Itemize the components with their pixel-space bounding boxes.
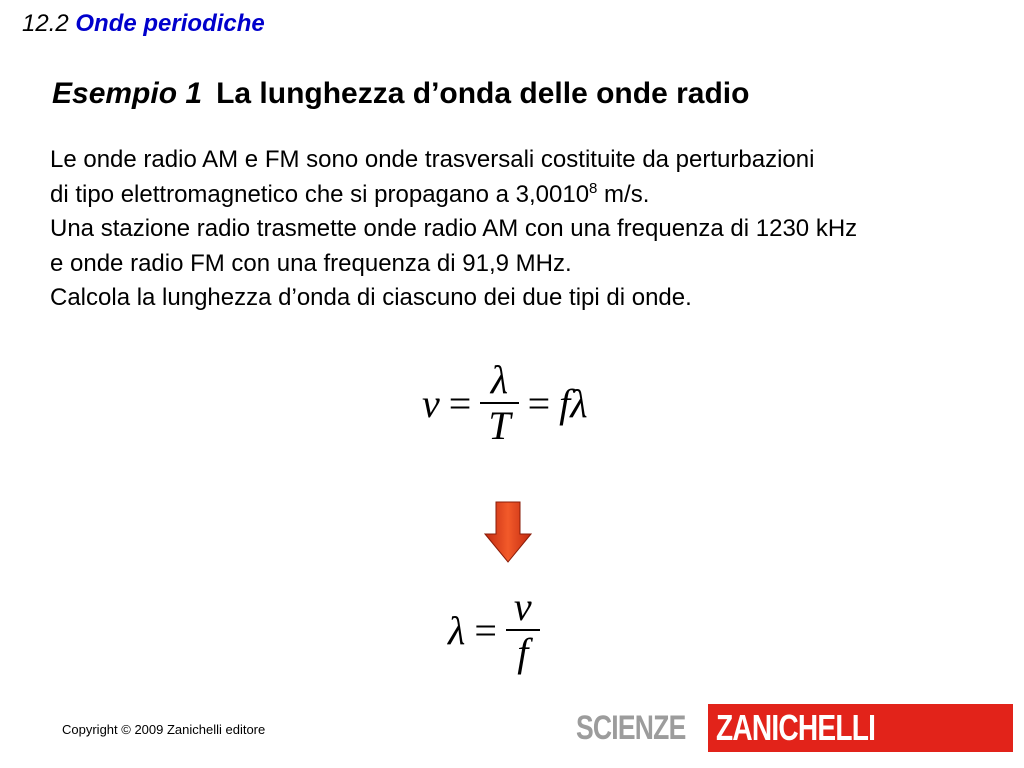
formula-operator: = xyxy=(448,380,472,426)
logo-zanichelli-box xyxy=(708,704,1013,752)
text-line: Una stazione radio trasmette onde radio AM con una frequenza di 1230 kHz xyxy=(50,215,858,242)
fraction-numerator: λ xyxy=(490,357,509,402)
text-segment: di tipo elettromagnetico che si propagano a 3,0010 xyxy=(50,180,590,208)
example-label: Esempio 1 xyxy=(52,77,203,110)
fraction-numerator: v xyxy=(513,584,532,629)
text-line xyxy=(50,178,1015,213)
example-title-text: La lunghezza d’onda delle onde radio xyxy=(216,77,750,110)
publisher-logo xyxy=(576,704,1013,752)
formula-fraction xyxy=(480,358,518,448)
fraction-denominator: f xyxy=(517,630,529,675)
text-line: e onde radio FM con una frequenza di 91,9 MHz. xyxy=(50,249,572,277)
text-segment: m/s. xyxy=(597,180,650,208)
formula-operator: = xyxy=(474,607,497,653)
formula-wave-speed xyxy=(422,358,588,448)
formula-operator: = xyxy=(527,380,551,426)
formula-wavelength xyxy=(448,585,540,675)
section-heading xyxy=(22,10,265,38)
logo-zanichelli: ZANICHELLI xyxy=(716,707,876,748)
arrow-down-icon xyxy=(484,501,532,563)
text-line: Calcola la lunghezza d’onda di ciascuno dei due tipi di onde. xyxy=(50,284,692,311)
formula-symbol: v xyxy=(422,380,440,426)
example-title xyxy=(52,77,749,111)
copyright-notice: Copyright © 2009 Zanichelli editore xyxy=(62,722,266,737)
logo-scienze: SCIENZE xyxy=(576,708,686,747)
section-name: Onde periodiche xyxy=(75,10,265,37)
section-number: 12.2 xyxy=(22,10,69,37)
text-line: Le onde radio AM e FM sono onde trasversali costituite da perturbazioni xyxy=(50,146,815,173)
fraction-denominator: T xyxy=(488,403,511,448)
formula-fraction xyxy=(506,585,540,675)
formula-symbol: λ xyxy=(448,607,466,653)
exponent: 8 xyxy=(589,179,598,197)
formula-symbol: fλ xyxy=(559,380,588,426)
problem-text xyxy=(50,143,1015,316)
